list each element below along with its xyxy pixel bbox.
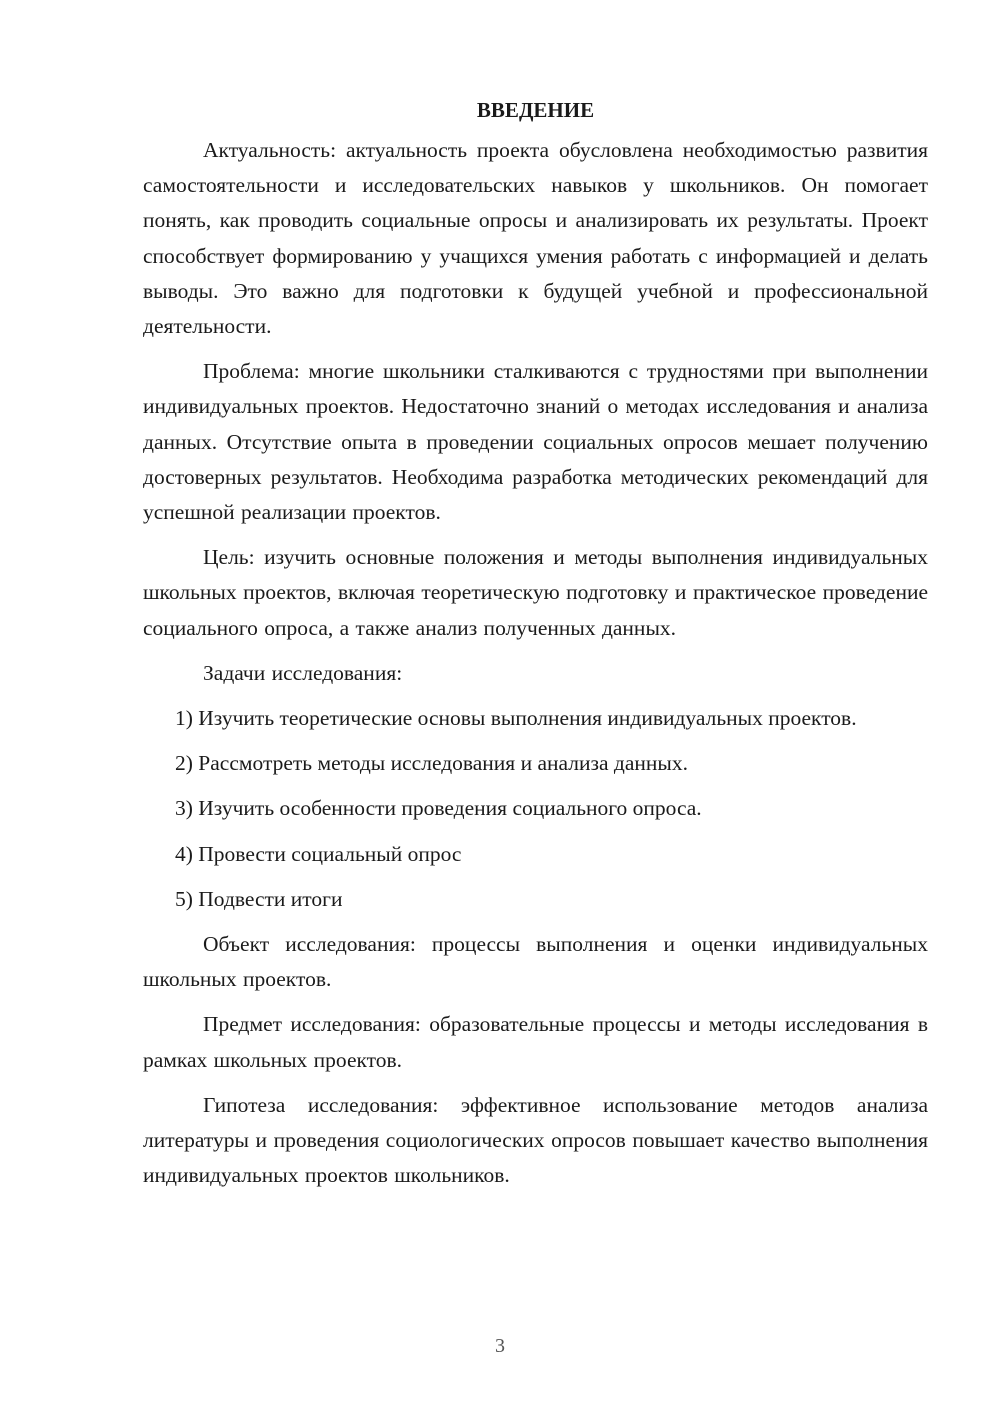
list-item: 3) Изучить особенности проведения социального опроса. <box>175 796 702 821</box>
section-title: ВВЕДЕНИЕ <box>476 98 595 122</box>
list-item: 5) Подвести итоги <box>175 886 343 911</box>
tasks-heading: Задачи исследования: <box>203 660 403 685</box>
paragraph-subject: Предмет исследования: образовательные процессы и методы исследования в рамках школьных проектов. <box>143 1012 928 1072</box>
paragraph-hypothesis: Гипотеза исследования: эффективное использование методов анализа литературы и проведения социологических опросов повышает качество выполнения индивидуальных проектов школьников. <box>143 1092 928 1188</box>
paragraph-goal: Цель: изучить основные положения и методы выполнения индивидуальных школьных проектов, включая теоретическую подготовку и практическое проведение социального опроса, а также анализ полученных данных. <box>143 545 928 640</box>
paragraph-problem: Проблема: многие школьники сталкиваются с трудностями при выполнении индивидуальных проектов. Недостаточно знаний о методах исследования и анализа данных. Отсутствие опыта в проведении социальных опросов мешает получению достоверных результатов. Необходима разработка методических рекомендаций для успешной реализации проектов. <box>143 359 928 525</box>
list-item: 4) Провести социальный опрос <box>175 841 462 866</box>
page-number: 3 <box>495 1335 505 1357</box>
paragraph-relevance: Актуальность: актуальность проекта обусловлена необходимостью развития самостоятельности и исследовательских навыков у школьников. Он помогает понять, как проводить социальные опросы и анализировать их результаты. Проект способствует формированию у учащихся умения работать с информацией и делать выводы. Это важно для подготовки к будущей учебной и профессиональной деятельности. <box>143 138 928 339</box>
list-item: 2) Рассмотреть методы исследования и анализа данных. <box>175 751 688 776</box>
list-item: 1) Изучить теоретические основы выполнения индивидуальных проектов. <box>175 706 857 731</box>
paragraph-object: Объект исследования: процессы выполнения и оценки индивидуальных школьных проектов. <box>143 932 928 992</box>
tasks-list <box>143 701 928 917</box>
document-page <box>143 95 928 1203</box>
